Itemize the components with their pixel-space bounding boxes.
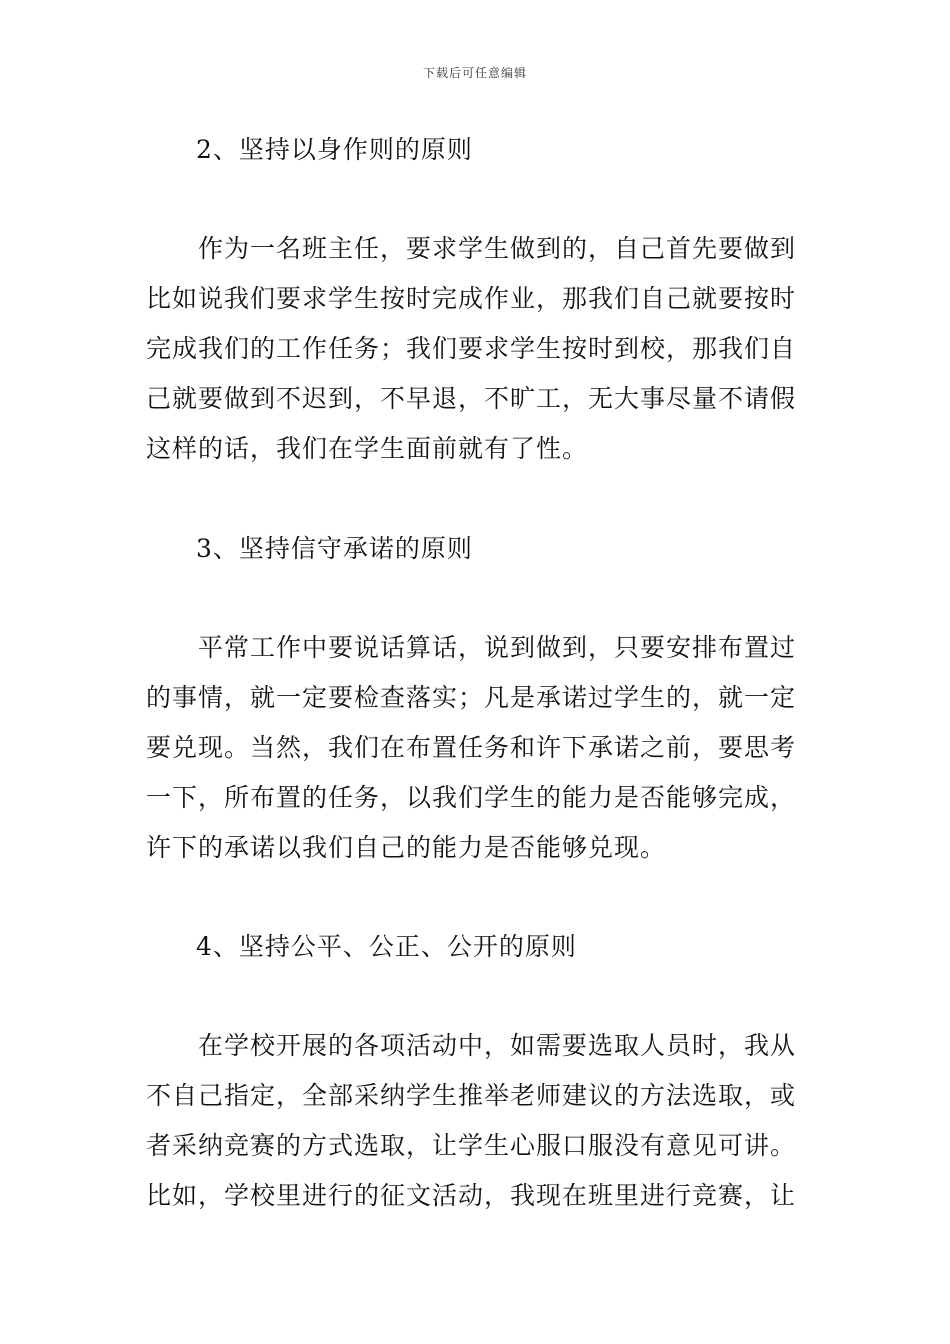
section-heading: 3、坚持信守承诺的原则 (196, 534, 473, 563)
paragraph-line: 的事情，就一定要检查落实；凡是承诺过学生的，就一定 (146, 683, 797, 712)
paragraph-line: 平常工作中要说话算话，说到做到，只要安排布置过 (198, 633, 797, 662)
paragraph-line: 比如说我们要求学生按时完成作业，那我们自己就要按时 (146, 284, 797, 313)
section-heading: 2、坚持以身作则的原则 (196, 135, 473, 164)
paragraph-line: 作为一名班主任，要求学生做到的，自己首先要做到 (198, 234, 797, 263)
page-header: 下载后可任意编辑 (422, 66, 527, 80)
paragraph-line: 完成我们的工作任务；我们要求学生按时到校，那我们自 (146, 334, 797, 363)
section-heading: 4、坚持公平、公正、公开的原则 (196, 932, 577, 961)
paragraph-line: 许下的承诺以我们自己的能力是否能够兑现。 (146, 833, 667, 862)
paragraph-line: 这样的话，我们在学生面前就有了性。 (146, 434, 589, 463)
paragraph-line: 在学校开展的各项活动中，如需要选取人员时，我从 (198, 1031, 797, 1060)
paragraph-line: 一下，所布置的任务，以我们学生的能力是否能够完成， (146, 783, 797, 812)
paragraph-line: 比如，学校里进行的征文活动，我现在班里进行竞赛，让 (146, 1181, 797, 1210)
paragraph-line: 者采纳竞赛的方式选取，让学生心服口服没有意见可讲。 (146, 1131, 797, 1160)
paragraph-line: 不自己指定，全部采纳学生推举老师建议的方法选取，或 (146, 1081, 797, 1110)
paragraph-line: 己就要做到不迟到，不早退，不旷工，无大事尽量不请假 (146, 384, 797, 413)
paragraph-line: 要兑现。当然，我们在布置任务和许下承诺之前，要思考 (146, 733, 797, 762)
